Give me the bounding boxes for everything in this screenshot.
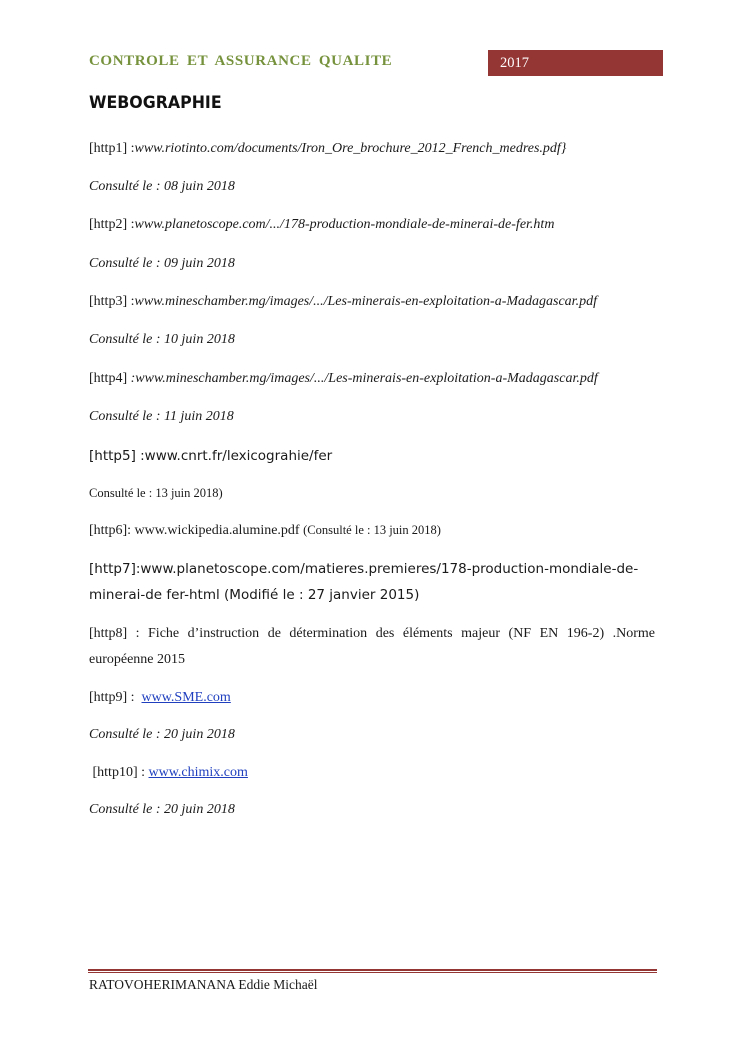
consulted-date: Consulté le : 20 juin 2018 <box>89 727 235 742</box>
reference-http10 <box>89 765 248 781</box>
consulted-date: Consulté le : 11 juin 2018 <box>89 409 234 424</box>
reference-label: [http9] : <box>89 690 135 705</box>
reference-http5: [http5] :www.cnrt.fr/lexicograhie/fer <box>89 448 333 464</box>
reference-label: [http10] : <box>92 765 145 780</box>
reference-text: [http6]: www.wickipedia.alumine.pdf <box>89 523 300 538</box>
reference-url: www.mineschamber.mg/images/.../Les-minerais-en-exploitation-a-Madagascar.pdf <box>134 294 597 309</box>
reference-http7-line1: [http7]:www.planetoscope.com/matieres.premieres/178-production-mondiale-de- <box>89 561 639 577</box>
consulted-date: Consulté le : 13 juin 2018) <box>89 486 223 500</box>
reference-label: [http4] <box>89 371 131 386</box>
sme-link[interactable]: www.SME.com <box>141 690 231 705</box>
consulted-date: (Consulté le : 13 juin 2018) <box>303 523 441 537</box>
consulted-date: Consulté le : 08 juin 2018 <box>89 179 235 194</box>
page-title: WEBOGRAPHIE <box>89 93 222 113</box>
reference-label: [http3] : <box>89 294 135 309</box>
consulted-date: Consulté le : 20 juin 2018 <box>89 802 235 817</box>
reference-label: [http1] : <box>89 141 135 156</box>
header-year-badge: 2017 <box>488 50 663 76</box>
reference-url: :www.mineschamber.mg/images/.../Les-minerais-en-exploitation-a-Madagascar.pdf <box>130 371 598 386</box>
chimix-link[interactable]: www.chimix.com <box>148 765 248 780</box>
footer-divider <box>88 969 657 971</box>
footer-divider-thin <box>88 972 657 973</box>
consulted-date: Consulté le : 10 juin 2018 <box>89 332 235 347</box>
reference-http4 <box>89 371 598 387</box>
reference-http1 <box>89 141 566 157</box>
reference-http7-line2: minerai-de fer-html (Modifié le : 27 janvier 2015) <box>89 587 420 603</box>
reference-http3 <box>89 294 597 310</box>
reference-label: [http2] : <box>89 217 135 232</box>
reference-url: www.planetoscope.com/.../178-production-mondiale-de-minerai-de-fer.htm <box>134 217 555 232</box>
header-title: CONTROLE ET ASSURANCE QUALITE <box>89 53 393 69</box>
reference-url: www.riotinto.com/documents/Iron_Ore_brochure_2012_French_medres.pdf} <box>134 141 567 156</box>
reference-http2 <box>89 217 554 233</box>
reference-http6 <box>89 523 441 539</box>
consulted-date: Consulté le : 09 juin 2018 <box>89 256 235 271</box>
footer-author: RATOVOHERIMANANA Eddie Michaël <box>89 977 318 992</box>
reference-http8: [http8] : Fiche d’instruction de détermination des éléments majeur (NF EN 196-2) .Norme européenne 2015 <box>89 626 655 667</box>
reference-http9 <box>89 690 231 706</box>
